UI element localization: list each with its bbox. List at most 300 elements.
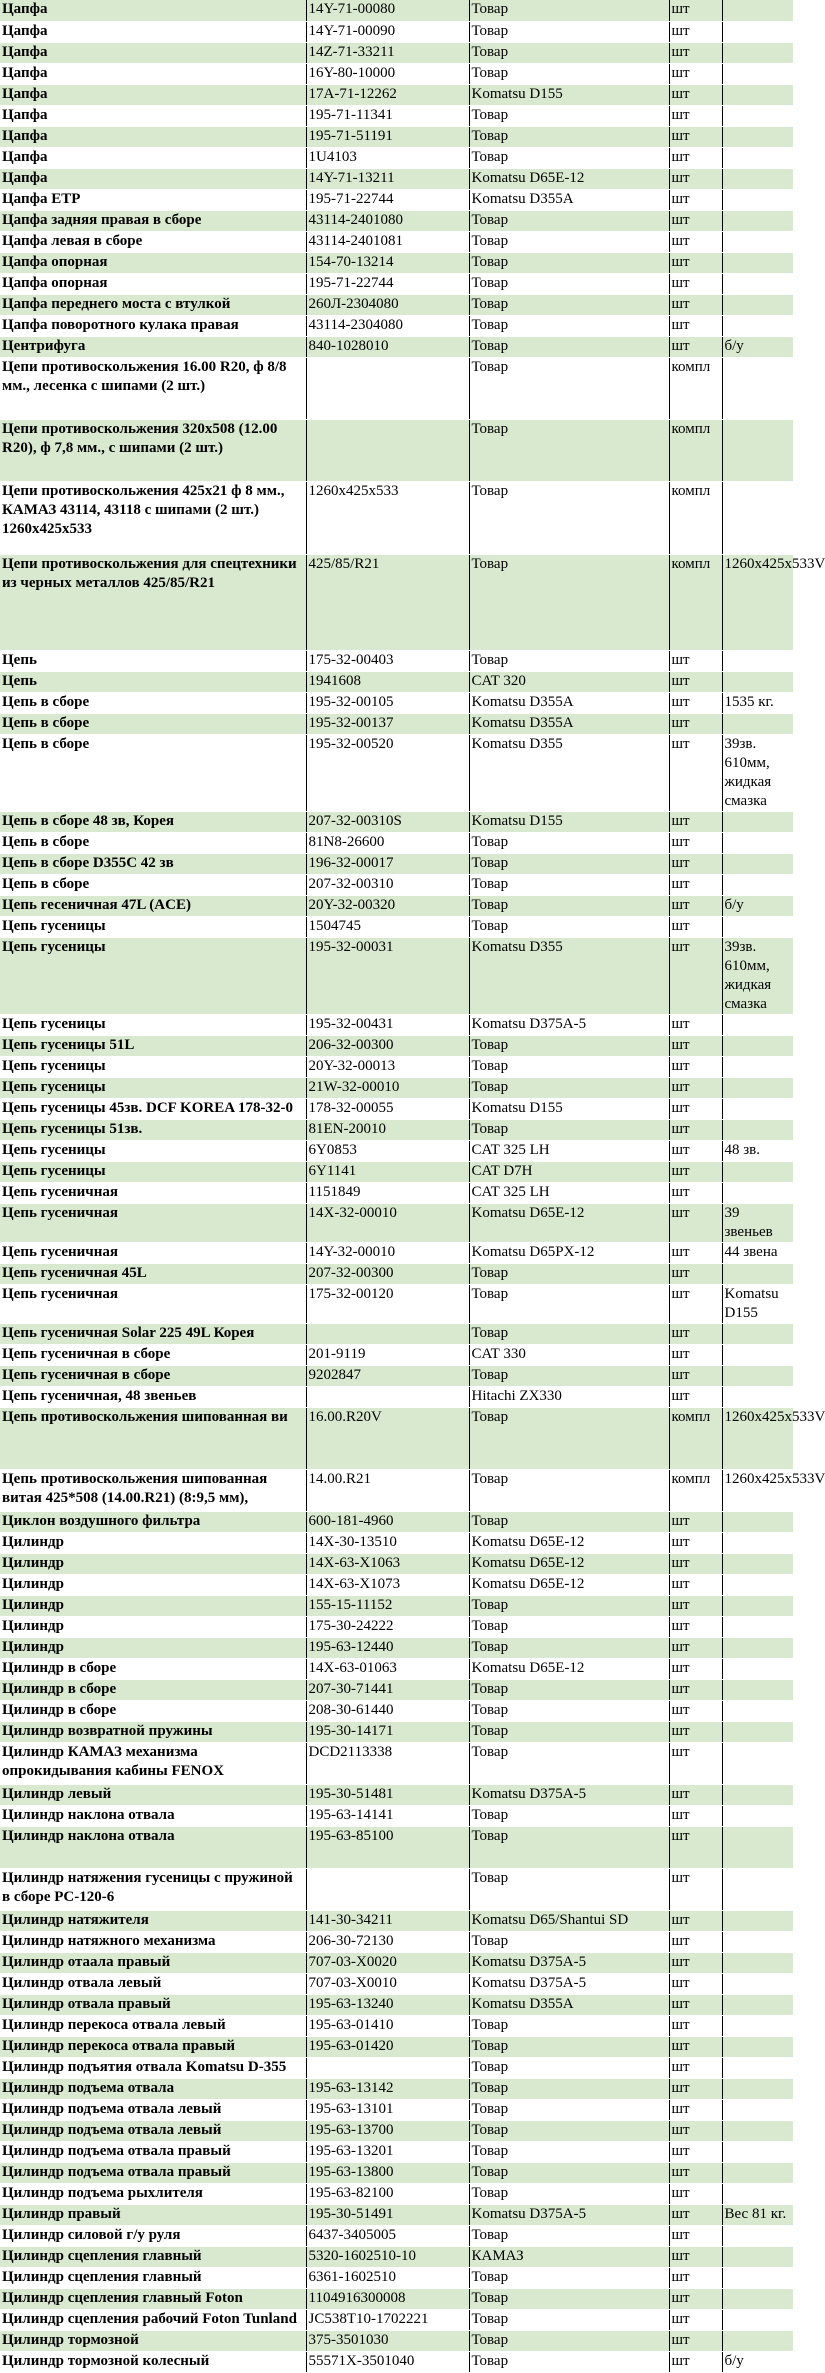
unit-cell: шт (669, 189, 722, 210)
part-number-cell: 206-30-72130 (306, 1931, 469, 1952)
note-cell (722, 1098, 793, 1119)
part-number-cell: 154-70-13214 (306, 252, 469, 273)
note-cell (722, 2036, 793, 2057)
unit-cell: шт (669, 2351, 722, 2372)
table-row (0, 1595, 793, 1616)
table-row (0, 210, 793, 231)
unit-cell: шт (669, 2267, 722, 2288)
note-cell (722, 231, 793, 252)
part-number-cell: 195-32-00431 (306, 1014, 469, 1035)
note-cell (722, 1679, 793, 1700)
part-name-cell: Цапфа (0, 84, 306, 105)
part-number-cell: 375-3501030 (306, 2330, 469, 2351)
part-name-cell: Циклон воздушного фильтра (0, 1511, 306, 1532)
category-cell: Товар (469, 2162, 669, 2183)
part-number-cell: 207-30-71441 (306, 1679, 469, 1700)
table-row (0, 1161, 793, 1182)
part-number-cell: 840-1028010 (306, 336, 469, 357)
part-name-cell: Цапфа ETP (0, 189, 306, 210)
part-name-cell: Цепи противоскольжения 425х21 ф 8 мм., КАМАЗ 43114, 43118 с шипами (2 шт.) 1260х425х533 (0, 481, 306, 554)
part-number-cell: JC538T10-1702221 (306, 2309, 469, 2330)
unit-cell: шт (669, 937, 722, 1014)
part-number-cell: 260Л-2304080 (306, 294, 469, 315)
part-number-cell: 20Y-32-00320 (306, 895, 469, 916)
category-cell: Товар (469, 1805, 669, 1826)
unit-cell: компл (669, 1407, 722, 1469)
part-number-cell: 1504745 (306, 916, 469, 937)
table-row (0, 2267, 793, 2288)
unit-cell: шт (669, 2288, 722, 2309)
note-cell (722, 1721, 793, 1742)
unit-cell: шт (669, 1323, 722, 1344)
part-number-cell: 14X-63-01063 (306, 1658, 469, 1679)
unit-cell: шт (669, 315, 722, 336)
unit-cell: шт (669, 1868, 722, 1910)
category-cell: Товар (469, 1616, 669, 1637)
unit-cell: компл (669, 357, 722, 419)
part-name-cell: Цепь гусеницы (0, 937, 306, 1014)
table-row (0, 937, 793, 1014)
unit-cell: шт (669, 84, 722, 105)
category-cell: Товар (469, 895, 669, 916)
unit-cell: шт (669, 126, 722, 147)
table-row (0, 126, 793, 147)
category-cell: Komatsu D375A-5 (469, 2204, 669, 2225)
category-cell: Товар (469, 1679, 669, 1700)
category-cell: Товар (469, 1469, 669, 1511)
part-number-cell: 195-63-01420 (306, 2036, 469, 2057)
table-row (0, 1263, 793, 1284)
unit-cell: шт (669, 853, 722, 874)
category-cell: CAT 320 (469, 671, 669, 692)
category-cell: Товар (469, 357, 669, 419)
note-cell (722, 189, 793, 210)
note-cell (722, 2288, 793, 2309)
unit-cell: шт (669, 1161, 722, 1182)
part-name-cell: Цепь гусеницы (0, 1014, 306, 1035)
note-cell: б/у (722, 895, 793, 916)
unit-cell: шт (669, 0, 722, 21)
part-number-cell: 14Y-71-13211 (306, 168, 469, 189)
category-cell: Товар (469, 294, 669, 315)
note-cell (722, 1344, 793, 1365)
table-row (0, 554, 793, 650)
category-cell: Komatsu D355A (469, 713, 669, 734)
table-row (0, 357, 793, 419)
category-cell: Komatsu D355 (469, 937, 669, 1014)
unit-cell: шт (669, 42, 722, 63)
unit-cell: шт (669, 168, 722, 189)
table-row (0, 874, 793, 895)
table-row (0, 1784, 793, 1805)
category-cell: Товар (469, 2015, 669, 2036)
table-row (0, 21, 793, 42)
table-row (0, 147, 793, 168)
part-number-cell: 17A-71-12262 (306, 84, 469, 105)
part-name-cell: Цилиндр силовой г/у руля (0, 2225, 306, 2246)
table-row (0, 1721, 793, 1742)
note-cell: 39зв. 610мм, жидкая смазка (722, 937, 793, 1014)
table-row (0, 1242, 793, 1263)
unit-cell: шт (669, 2099, 722, 2120)
note-cell (722, 874, 793, 895)
table-row (0, 1284, 793, 1323)
table-row (0, 294, 793, 315)
category-cell: Товар (469, 105, 669, 126)
category-cell: Товар (469, 1407, 669, 1469)
part-name-cell: Цепи противоскольжения для спецтехники из черных металлов 425/85/R21 (0, 554, 306, 650)
category-cell: Товар (469, 252, 669, 273)
note-cell (722, 1952, 793, 1973)
category-cell: Товар (469, 1056, 669, 1077)
table-row (0, 895, 793, 916)
note-cell (722, 2099, 793, 2120)
table-row (0, 713, 793, 734)
unit-cell: шт (669, 1203, 722, 1242)
note-cell (722, 2183, 793, 2204)
note-cell (722, 1784, 793, 1805)
note-cell: 44 звена (722, 1242, 793, 1263)
unit-cell: шт (669, 1700, 722, 1721)
unit-cell: шт (669, 2246, 722, 2267)
unit-cell: шт (669, 147, 722, 168)
category-cell: Товар (469, 1035, 669, 1056)
note-cell: 48 зв. (722, 1140, 793, 1161)
table-row (0, 2246, 793, 2267)
category-cell: Товар (469, 1742, 669, 1784)
category-cell: Товар (469, 1511, 669, 1532)
part-number-cell: 14X-30-13510 (306, 1532, 469, 1553)
part-number-cell: 196-32-00017 (306, 853, 469, 874)
unit-cell: шт (669, 2183, 722, 2204)
unit-cell: шт (669, 1616, 722, 1637)
unit-cell: шт (669, 2309, 722, 2330)
note-cell (722, 168, 793, 189)
table-row (0, 692, 793, 713)
part-number-cell: 20Y-32-00013 (306, 1056, 469, 1077)
unit-cell: шт (669, 1553, 722, 1574)
unit-cell: шт (669, 1574, 722, 1595)
table-row (0, 1365, 793, 1386)
table-row (0, 832, 793, 853)
table-row (0, 231, 793, 252)
table-row (0, 42, 793, 63)
part-name-cell: Цапфа (0, 147, 306, 168)
part-name-cell: Цапфа опорная (0, 273, 306, 294)
category-cell: Товар (469, 832, 669, 853)
note-cell (722, 2057, 793, 2078)
unit-cell: шт (669, 1014, 722, 1035)
category-cell: Komatsu D155 (469, 84, 669, 105)
unit-cell: шт (669, 2141, 722, 2162)
category-cell: Товар (469, 916, 669, 937)
category-cell: Komatsu D65E-12 (469, 1574, 669, 1595)
table-row (0, 419, 793, 481)
note-cell: б/у (722, 336, 793, 357)
part-number-cell: 16.00.R20V (306, 1407, 469, 1469)
table-row (0, 1637, 793, 1658)
part-number-cell: 6361-1602510 (306, 2267, 469, 2288)
part-name-cell: Цапфа переднего моста с втулкой (0, 294, 306, 315)
category-cell: Komatsu D375A-5 (469, 1952, 669, 1973)
part-name-cell: Цепь гусеничная (0, 1242, 306, 1263)
part-name-cell: Цепь гусеничная (0, 1182, 306, 1203)
note-cell (722, 1595, 793, 1616)
part-number-cell: 155-15-11152 (306, 1595, 469, 1616)
unit-cell: шт (669, 294, 722, 315)
part-name-cell: Цилиндр сцепления рабочий Foton Tunland (0, 2309, 306, 2330)
category-cell: Товар (469, 481, 669, 554)
part-name-cell: Цилиндр (0, 1553, 306, 1574)
category-cell: Товар (469, 2036, 669, 2057)
unit-cell: компл (669, 419, 722, 481)
part-number-cell: 14X-63-X1073 (306, 1574, 469, 1595)
part-number-cell (306, 2057, 469, 2078)
note-cell (722, 126, 793, 147)
table-row (0, 2162, 793, 2183)
part-number-cell: 195-63-85100 (306, 1826, 469, 1868)
part-name-cell: Цилиндр подъема отвала левый (0, 2099, 306, 2120)
part-number-cell: 55571X-3501040 (306, 2351, 469, 2372)
note-cell (722, 1994, 793, 2015)
part-number-cell: 195-71-22744 (306, 273, 469, 294)
note-cell (722, 481, 793, 554)
unit-cell: шт (669, 2078, 722, 2099)
category-cell: Товар (469, 21, 669, 42)
note-cell: 1535 кг. (722, 692, 793, 713)
category-cell: Товар (469, 273, 669, 294)
note-cell (722, 2225, 793, 2246)
part-name-cell: Цилиндр отаала правый (0, 1952, 306, 1973)
part-number-cell: 21W-32-00010 (306, 1077, 469, 1098)
note-cell (722, 832, 793, 853)
note-cell (722, 811, 793, 832)
table-row (0, 1532, 793, 1553)
note-cell: 1260х425х533V (722, 554, 793, 650)
category-cell: Komatsu D155 (469, 811, 669, 832)
part-name-cell: Цилиндр (0, 1637, 306, 1658)
unit-cell: шт (669, 1077, 722, 1098)
table-row (0, 2015, 793, 2036)
note-cell (722, 419, 793, 481)
note-cell (722, 1658, 793, 1679)
category-cell: КАМАЗ (469, 2246, 669, 2267)
part-name-cell: Цилиндр левый (0, 1784, 306, 1805)
part-number-cell: 1941608 (306, 671, 469, 692)
unit-cell: шт (669, 1365, 722, 1386)
category-cell: Komatsu D65/Shantui SD (469, 1910, 669, 1931)
table-row (0, 2141, 793, 2162)
category-cell: Товар (469, 1365, 669, 1386)
part-name-cell: Цепь в сборе (0, 713, 306, 734)
part-number-cell: 195-32-00137 (306, 713, 469, 734)
note-cell (722, 1511, 793, 1532)
table-row (0, 1994, 793, 2015)
table-row (0, 1658, 793, 1679)
category-cell: Товар (469, 1263, 669, 1284)
table-row (0, 1469, 793, 1511)
note-cell (722, 1263, 793, 1284)
table-row (0, 336, 793, 357)
note-cell (722, 1035, 793, 1056)
unit-cell: шт (669, 1637, 722, 1658)
note-cell (722, 147, 793, 168)
category-cell: Товар (469, 853, 669, 874)
category-cell: Komatsu D355A (469, 1994, 669, 2015)
part-number-cell: 14Y-32-00010 (306, 1242, 469, 1263)
unit-cell: компл (669, 554, 722, 650)
note-cell (722, 650, 793, 671)
category-cell: Товар (469, 2057, 669, 2078)
part-number-cell: 16Y-80-10000 (306, 63, 469, 84)
part-number-cell: 195-63-82100 (306, 2183, 469, 2204)
category-cell: Товар (469, 63, 669, 84)
part-name-cell: Цепь в сборе (0, 832, 306, 853)
table-row (0, 2204, 793, 2225)
category-cell: Komatsu D65E-12 (469, 1203, 669, 1242)
category-cell: Товар (469, 2351, 669, 2372)
part-name-cell: Цилиндр (0, 1532, 306, 1553)
category-cell: Товар (469, 42, 669, 63)
category-cell: CAT D7H (469, 1161, 669, 1182)
note-cell (722, 2120, 793, 2141)
table-row (0, 1014, 793, 1035)
part-number-cell: 43114-2304080 (306, 315, 469, 336)
note-cell (722, 42, 793, 63)
note-cell (722, 2330, 793, 2351)
part-number-cell: 195-63-01410 (306, 2015, 469, 2036)
note-cell (722, 1826, 793, 1868)
part-number-cell (306, 1868, 469, 1910)
note-cell (722, 315, 793, 336)
part-name-cell: Цепь гусеничная, 48 звеньев (0, 1386, 306, 1407)
part-number-cell: 195-63-13240 (306, 1994, 469, 2015)
note-cell: 39 звеньев (722, 1203, 793, 1242)
part-name-cell: Цилиндр тормозной колесный (0, 2351, 306, 2372)
part-number-cell: 6Y1141 (306, 1161, 469, 1182)
table-row (0, 671, 793, 692)
part-number-cell: 707-03-X0020 (306, 1952, 469, 1973)
part-name-cell: Цилиндр тормозной (0, 2330, 306, 2351)
part-number-cell (306, 1386, 469, 1407)
part-name-cell: Цапфа (0, 63, 306, 84)
table-row (0, 252, 793, 273)
part-name-cell: Цепь в сборе (0, 692, 306, 713)
unit-cell: шт (669, 2036, 722, 2057)
part-name-cell: Цапфа поворотного кулака правая (0, 315, 306, 336)
part-name-cell: Цапфа (0, 21, 306, 42)
part-number-cell: DCD2113338 (306, 1742, 469, 1784)
part-number-cell: 175-32-00120 (306, 1284, 469, 1323)
unit-cell: шт (669, 336, 722, 357)
unit-cell: шт (669, 210, 722, 231)
note-cell (722, 1616, 793, 1637)
part-number-cell: 195-63-13142 (306, 2078, 469, 2099)
note-cell (722, 252, 793, 273)
table-row (0, 63, 793, 84)
note-cell: 1260х425х533V (722, 1407, 793, 1469)
part-number-cell: 208-30-61440 (306, 1700, 469, 1721)
part-name-cell: Цилиндр в сборе (0, 1700, 306, 1721)
part-number-cell: 175-30-24222 (306, 1616, 469, 1637)
table-row (0, 168, 793, 189)
note-cell (722, 21, 793, 42)
part-number-cell: 43114-2401080 (306, 210, 469, 231)
table-row (0, 2351, 793, 2372)
category-cell: Komatsu D65PX-12 (469, 1242, 669, 1263)
part-name-cell: Цепь гусеничная в сборе (0, 1365, 306, 1386)
table-row (0, 1973, 793, 1994)
part-name-cell: Цилиндр наклона отвала (0, 1805, 306, 1826)
category-cell: Товар (469, 2309, 669, 2330)
part-number-cell: 14Z-71-33211 (306, 42, 469, 63)
table-row (0, 2225, 793, 2246)
table-row (0, 273, 793, 294)
unit-cell: шт (669, 650, 722, 671)
unit-cell: компл (669, 481, 722, 554)
note-cell (722, 671, 793, 692)
unit-cell: шт (669, 1511, 722, 1532)
category-cell: CAT 330 (469, 1344, 669, 1365)
part-name-cell: Цилиндр отвала левый (0, 1973, 306, 1994)
unit-cell: шт (669, 1098, 722, 1119)
table-row (0, 1679, 793, 1700)
part-name-cell: Цепь противоскольжения шипованная ви (0, 1407, 306, 1469)
unit-cell: шт (669, 1344, 722, 1365)
table-row (0, 1868, 793, 1910)
unit-cell: шт (669, 1805, 722, 1826)
note-cell (722, 2246, 793, 2267)
part-name-cell: Цилиндр подъема отвала правый (0, 2162, 306, 2183)
note-cell (722, 1637, 793, 1658)
note-cell (722, 1700, 793, 1721)
category-cell: Komatsu D355A (469, 692, 669, 713)
part-number-cell: 5320-1602510-10 (306, 2246, 469, 2267)
part-number-cell: 195-30-51491 (306, 2204, 469, 2225)
unit-cell: шт (669, 832, 722, 853)
unit-cell: шт (669, 1056, 722, 1077)
part-number-cell: 195-32-00105 (306, 692, 469, 713)
part-name-cell: Цепь в сборе D355C 42 зв (0, 853, 306, 874)
part-name-cell: Цепь гусеничная 45L (0, 1263, 306, 1284)
part-number-cell: 207-32-00300 (306, 1263, 469, 1284)
category-cell: Товар (469, 126, 669, 147)
table-row (0, 2288, 793, 2309)
note-cell (722, 2078, 793, 2099)
part-name-cell: Цепь гесеничная 47L (ACE) (0, 895, 306, 916)
table-row (0, 2120, 793, 2141)
part-number-cell: 206-32-00300 (306, 1035, 469, 1056)
note-cell (722, 1182, 793, 1203)
note-cell (722, 1161, 793, 1182)
table-row (0, 853, 793, 874)
part-number-cell: 195-63-14141 (306, 1805, 469, 1826)
category-cell: Товар (469, 147, 669, 168)
part-name-cell: Цилиндр натяжения гусеницы с пружиной в сборе PC-120-6 (0, 1868, 306, 1910)
table-row (0, 1931, 793, 1952)
category-cell: Товар (469, 1868, 669, 1910)
part-name-cell: Цепь в сборе (0, 734, 306, 811)
part-name-cell: Цилиндр наклона отвала (0, 1826, 306, 1868)
note-cell (722, 2309, 793, 2330)
table-row (0, 1700, 793, 1721)
part-name-cell: Цепь (0, 650, 306, 671)
unit-cell: шт (669, 105, 722, 126)
unit-cell: компл (669, 1469, 722, 1511)
part-number-cell: 14Y-71-00090 (306, 21, 469, 42)
part-number-cell: 1151849 (306, 1182, 469, 1203)
unit-cell: шт (669, 1035, 722, 1056)
